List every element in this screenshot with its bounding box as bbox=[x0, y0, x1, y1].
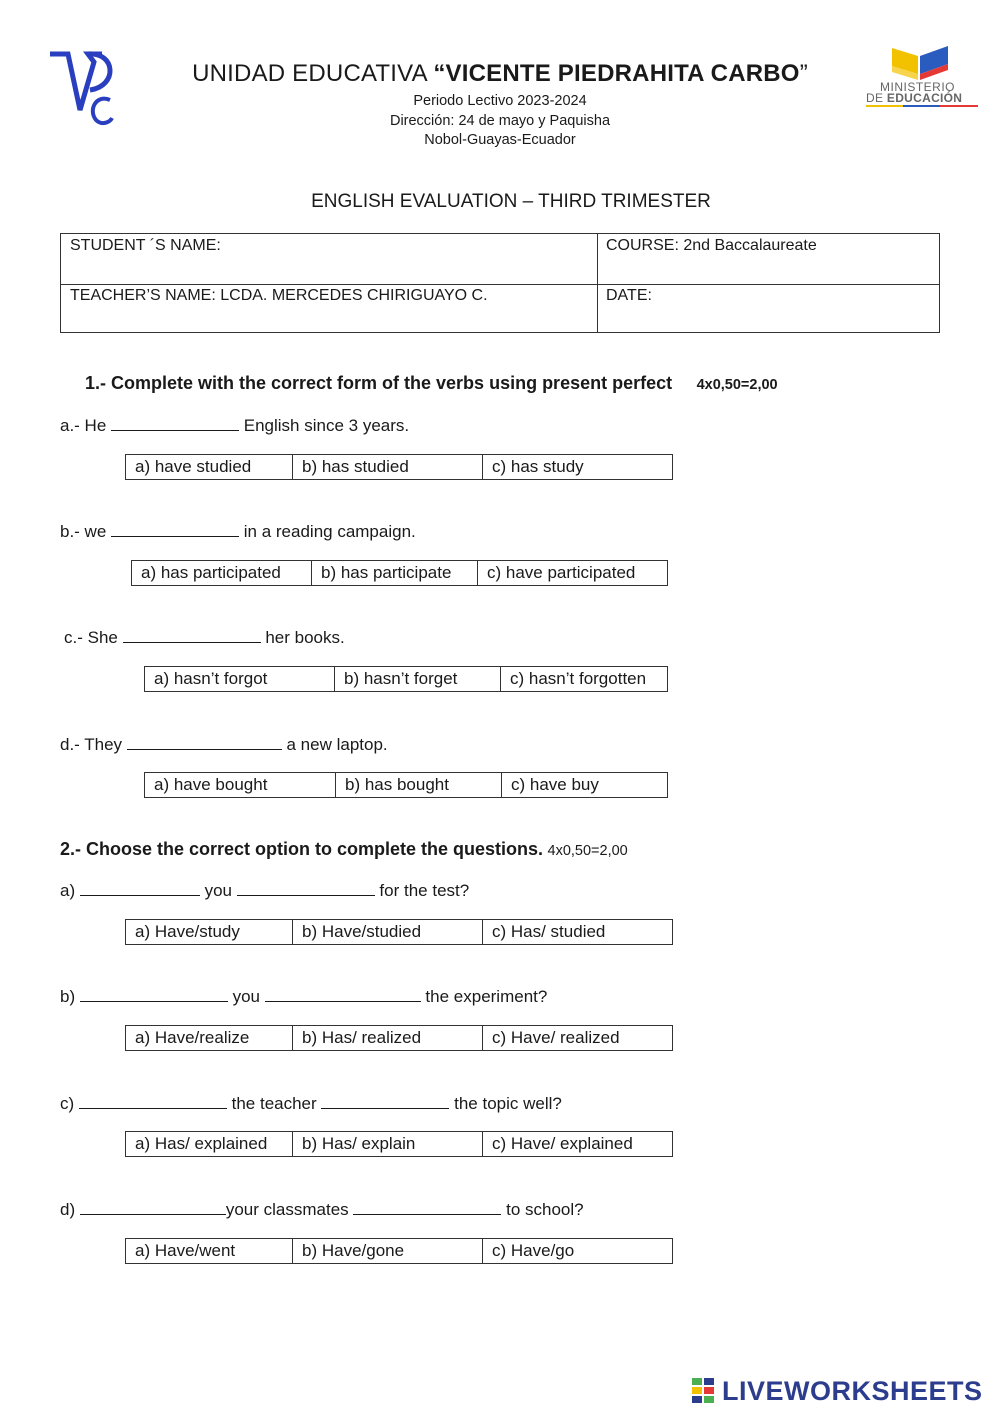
option-a[interactable]: a) have bought bbox=[145, 773, 336, 797]
liveworksheets-brand: LIVEWORKSHEETS bbox=[722, 1375, 983, 1406]
s2a-options bbox=[125, 919, 673, 945]
option-a[interactable]: a) Has/ explained bbox=[126, 1132, 293, 1156]
s2a-middle: you bbox=[199, 881, 237, 900]
option-b[interactable]: b) has studied bbox=[293, 455, 483, 479]
option-a[interactable]: a) Have/went bbox=[126, 1239, 293, 1263]
s2-question-b bbox=[60, 987, 547, 1007]
section1-title: 1.- Complete with the correct form of the verbs using present perfect bbox=[85, 373, 673, 393]
liveworksheets-logo[interactable] bbox=[692, 1376, 992, 1406]
s2b-middle: you bbox=[227, 987, 265, 1006]
answer-blank[interactable] bbox=[321, 1094, 449, 1109]
section1-heading bbox=[85, 373, 778, 394]
answer-blank[interactable] bbox=[80, 1200, 226, 1215]
option-a[interactable]: a) Have/realize bbox=[126, 1026, 293, 1050]
s1a-suffix: English since 3 years. bbox=[239, 416, 410, 435]
s2d-suffix: to school? bbox=[501, 1200, 584, 1219]
ministry-logo bbox=[862, 44, 984, 108]
ministry-line2-prefix: DE bbox=[866, 91, 887, 105]
option-b[interactable]: b) Has/ explain bbox=[293, 1132, 483, 1156]
s2-question-d bbox=[60, 1200, 584, 1220]
answer-blank[interactable] bbox=[123, 628, 261, 643]
school-title-suffix: ” bbox=[799, 60, 808, 87]
school-title bbox=[0, 60, 1000, 88]
table-divider-horizontal bbox=[61, 284, 939, 285]
s2b-prefix: b) bbox=[60, 987, 80, 1006]
s2c-prefix: c) bbox=[60, 1094, 79, 1113]
option-b[interactable]: b) has participate bbox=[312, 561, 478, 585]
option-a[interactable]: a) have studied bbox=[126, 455, 293, 479]
s1d-prefix: d.- They bbox=[60, 735, 127, 754]
option-c[interactable]: c) have participated bbox=[487, 563, 636, 582]
option-b[interactable]: b) has bought bbox=[336, 773, 502, 797]
s1b-suffix: in a reading campaign. bbox=[239, 522, 416, 541]
s2c-middle: the teacher bbox=[226, 1094, 322, 1113]
answer-blank[interactable] bbox=[127, 735, 282, 750]
s2c-suffix: the topic well? bbox=[449, 1094, 562, 1113]
answer-blank[interactable] bbox=[111, 522, 239, 537]
option-a[interactable]: a) Have/study bbox=[126, 920, 293, 944]
answer-blank[interactable] bbox=[80, 881, 200, 896]
option-a[interactable]: a) hasn’t forgot bbox=[145, 667, 335, 691]
section2-heading bbox=[60, 839, 628, 860]
s1c-suffix: her books. bbox=[260, 628, 345, 647]
s1b-options bbox=[131, 560, 668, 586]
s1c-options bbox=[144, 666, 668, 692]
ministry-line2 bbox=[866, 91, 962, 105]
section2-points: 4x0,50=2,00 bbox=[547, 843, 628, 859]
s2b-options bbox=[125, 1025, 673, 1051]
answer-blank[interactable] bbox=[265, 987, 421, 1002]
section1-points: 4x0,50=2,00 bbox=[696, 377, 778, 393]
section2-title: 2.- Choose the correct option to complete the questions. bbox=[60, 839, 544, 859]
answer-blank[interactable] bbox=[353, 1200, 501, 1215]
answer-blank[interactable] bbox=[111, 416, 239, 431]
student-info-table bbox=[60, 233, 940, 333]
liveworksheets-icon bbox=[692, 1378, 716, 1404]
s1b-prefix: b.- we bbox=[60, 522, 112, 541]
s2d-options bbox=[125, 1238, 673, 1264]
answer-blank[interactable] bbox=[80, 987, 228, 1002]
option-c[interactable]: c) Have/ explained bbox=[492, 1134, 633, 1153]
table-divider-vertical bbox=[597, 234, 598, 332]
s2a-suffix: for the test? bbox=[374, 881, 470, 900]
answer-blank[interactable] bbox=[237, 881, 375, 896]
evaluation-title: ENGLISH EVALUATION – THIRD TRIMESTER bbox=[311, 191, 711, 212]
teacher-name-label: TEACHER’S NAME: LCDA. MERCEDES CHIRIGUAYO C. bbox=[70, 287, 488, 304]
school-location: Nobol-Guayas-Ecuador bbox=[424, 132, 576, 148]
school-title-name: “VICENTE PIEDRAHITA CARBO bbox=[433, 60, 800, 87]
course-label: COURSE: 2nd Baccalaureate bbox=[606, 237, 817, 254]
option-b[interactable]: b) Has/ realized bbox=[293, 1026, 483, 1050]
option-c[interactable]: c) Has/ studied bbox=[492, 922, 606, 941]
date-label: DATE: bbox=[606, 287, 652, 304]
s1d-options bbox=[144, 772, 668, 798]
s1-question-a bbox=[60, 416, 409, 436]
option-c[interactable]: c) Have/ realized bbox=[492, 1028, 620, 1047]
s2-question-c bbox=[60, 1094, 562, 1114]
option-b[interactable]: b) hasn’t forget bbox=[335, 667, 501, 691]
ministry-line1: MINISTERIO bbox=[880, 80, 956, 94]
student-name-label: STUDENT ´S NAME: bbox=[70, 237, 221, 254]
s1-question-c bbox=[64, 628, 345, 648]
option-b[interactable]: b) Have/studied bbox=[293, 920, 483, 944]
s2b-suffix: the experiment? bbox=[420, 987, 548, 1006]
s2c-options bbox=[125, 1131, 673, 1157]
option-c[interactable]: c) has study bbox=[492, 457, 584, 476]
s1c-prefix: c.- She bbox=[64, 628, 123, 647]
s1a-options bbox=[125, 454, 673, 480]
s1d-suffix: a new laptop. bbox=[281, 735, 388, 754]
option-c[interactable]: c) Have/go bbox=[492, 1241, 575, 1260]
s1a-prefix: a.- He bbox=[60, 416, 112, 435]
option-b[interactable]: b) Have/gone bbox=[293, 1239, 483, 1263]
s2d-prefix: d) bbox=[60, 1200, 80, 1219]
option-c[interactable]: c) have buy bbox=[511, 775, 599, 794]
school-address: Dirección: 24 de mayo y Paquisha bbox=[389, 113, 611, 129]
ministry-line2-word: EDUCACIÓN bbox=[886, 91, 963, 105]
s2-question-a bbox=[60, 881, 469, 901]
s2a-prefix: a) bbox=[60, 881, 80, 900]
s1-question-d bbox=[60, 735, 388, 755]
school-title-prefix: UNIDAD EDUCATIVA bbox=[192, 60, 434, 87]
school-period: Periodo Lectivo 2023-2024 bbox=[413, 93, 587, 109]
option-c[interactable]: c) hasn’t forgotten bbox=[510, 669, 647, 688]
ministry-flag-stripe bbox=[866, 105, 978, 107]
s1-question-b bbox=[60, 522, 416, 542]
answer-blank[interactable] bbox=[79, 1094, 227, 1109]
s2d-middle: your classmates bbox=[225, 1200, 354, 1219]
option-a[interactable]: a) has participated bbox=[132, 561, 312, 585]
